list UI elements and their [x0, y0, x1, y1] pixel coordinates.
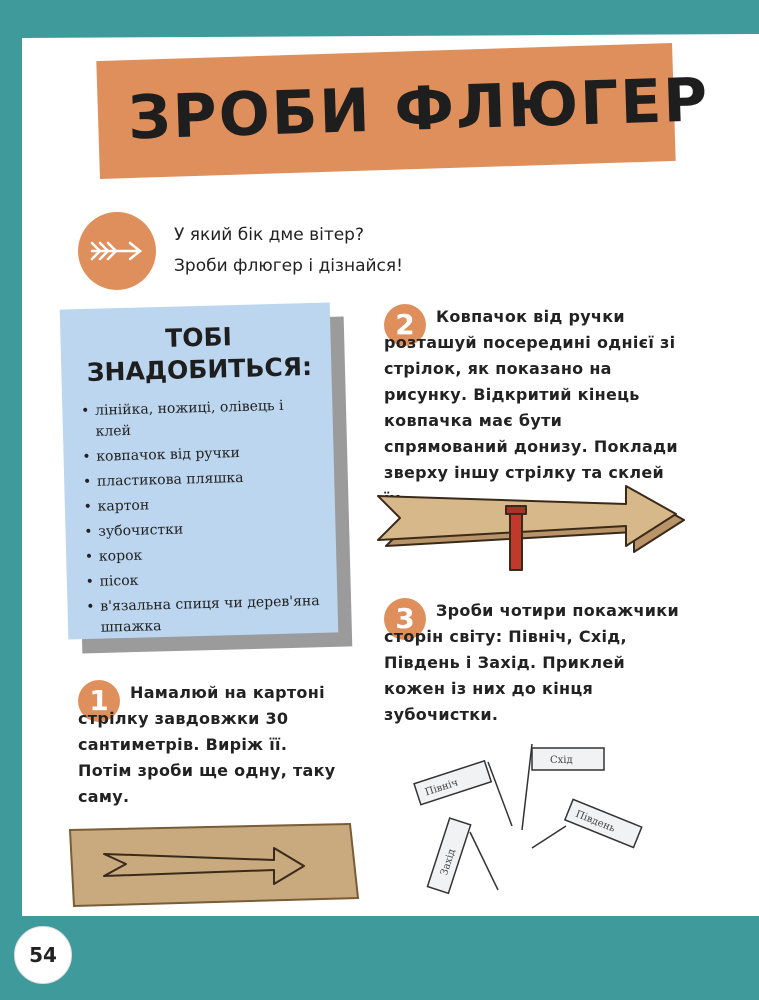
direction-flags-illustration [404, 740, 664, 900]
supplies-list [81, 395, 327, 643]
supplies-heading-line: ЗНАДОБИТЬСЯ: [86, 352, 313, 387]
step-text: Ковпачок від ручки розташуй посередині однієї зі стрілок, як показано на рисунку. Відкритий кінець ковпачка має бути спрямований донизу. Поклади зверху іншу стрілку та склей [384, 307, 678, 482]
flag-west: Захід [439, 847, 458, 877]
supplies-heading [63, 318, 335, 389]
page-title: ЗРОБИ ФЛЮГЕР [127, 65, 711, 154]
step-number: 3 [384, 598, 426, 640]
step-text: Зроби чотири покажчики сторін світу: Північ, Схід, Південь і Захід. Приклей кожен із них до кінця зубочистки. [384, 601, 679, 724]
intro-line: У який бік дме вітер? [174, 225, 364, 245]
supply-item: • картон [83, 491, 323, 518]
step-number: 1 [78, 680, 120, 722]
supply-item: • зубочистки [84, 516, 324, 543]
supplies-heading-line: ТОБІ [164, 322, 233, 353]
flag-south: Південь [573, 808, 617, 835]
supply-item: • лінійка, ножиці, олівець і клей [81, 395, 322, 443]
arrow-icon [78, 212, 156, 290]
supply-item: • пластикова пляшка [83, 466, 323, 493]
supply-item: • ковпачок від ручки [82, 441, 322, 468]
step-text: Намалюй на картоні стрілку завдовжки 30 сантиметрів. Виріж її. Потім зроби ще одну, таку саму. [78, 683, 336, 806]
supply-item: • в'язальна спиця чи дерев'яна шпажка [86, 591, 327, 639]
supply-item: • пісок [85, 566, 325, 593]
flag-east: Схід [550, 755, 573, 766]
flag-north: Північ [423, 777, 460, 799]
intro-text [174, 220, 403, 282]
intro-line: Зроби флюгер і дізнайся! [174, 256, 403, 276]
step-number: 2 [384, 304, 426, 346]
cardboard-illustration [64, 820, 364, 910]
page-number: 54 [14, 926, 72, 984]
supply-item: • корок [85, 541, 325, 568]
glued-arrows-illustration [372, 480, 692, 580]
